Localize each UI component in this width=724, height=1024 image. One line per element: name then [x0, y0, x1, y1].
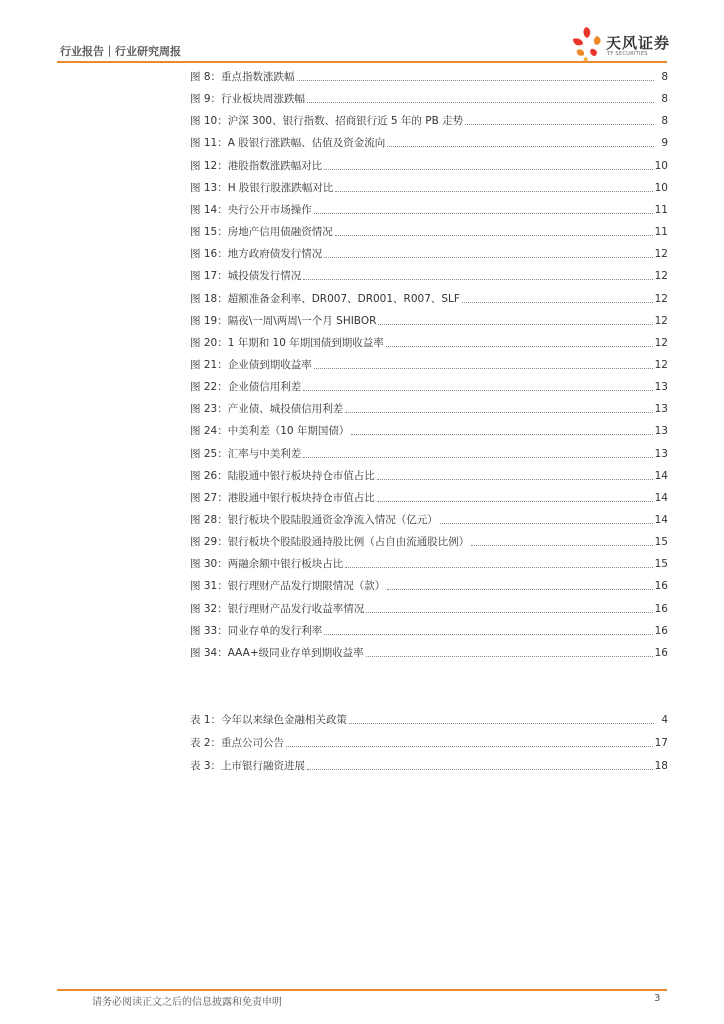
toc-entry-title: 图 13：H 股银行股涨跌幅对比 — [190, 181, 334, 194]
flower-logo-icon — [569, 24, 605, 64]
toc-entry-page: 16 — [654, 602, 668, 615]
toc-entry-title: 图 19：隔夜\一周\两周\一个月 SHIBOR — [190, 314, 377, 327]
toc-entry-title: 图 15：房地产信用债融资情况 — [190, 226, 333, 239]
toc-entry-title: 图 28：银行板块个股陆股通资金净流入情况（亿元） — [190, 514, 438, 526]
toc-entry-page: 12 — [654, 248, 668, 261]
toc-entry-title: 图 31：银行理财产品发行期限情况（款） — [190, 580, 386, 593]
dot-leader — [324, 257, 652, 258]
dot-leader — [324, 169, 652, 170]
dot-leader — [314, 213, 653, 214]
dot-leader — [314, 368, 653, 369]
toc-entry[interactable] — [190, 555, 668, 571]
toc-entry[interactable] — [190, 533, 668, 549]
toc-entry-title: 图 17：城投债发行情况 — [190, 270, 302, 283]
toc-entry-page: 12 — [654, 336, 668, 349]
dot-leader — [462, 302, 653, 303]
dot-leader — [440, 523, 653, 524]
header-divider — [57, 61, 667, 63]
toc-entry-page: 13 — [654, 447, 668, 460]
toc-entry[interactable] — [190, 223, 668, 239]
toc-entry[interactable] — [190, 378, 668, 394]
toc-entry-title: 表 2：重点公司公告 — [190, 737, 285, 749]
brand-name: 天风证券 — [606, 34, 671, 52]
toc-entry-title: 图 23：产业债、城投债信用利差 — [190, 403, 344, 416]
toc-entry-title: 图 9：行业板块周涨跌幅 — [190, 93, 306, 106]
toc-entry[interactable] — [190, 734, 668, 750]
toc-entry[interactable] — [190, 400, 668, 416]
dot-leader — [471, 545, 652, 546]
toc-entry[interactable] — [190, 312, 668, 328]
dot-leader — [303, 390, 652, 391]
brand-logo — [569, 24, 679, 64]
toc-entry-title: 图 25：汇率与中美利差 — [190, 447, 302, 460]
dot-leader — [307, 102, 654, 103]
toc-entry-page: 13 — [654, 403, 668, 416]
toc-entry[interactable] — [190, 334, 668, 350]
dot-leader — [387, 146, 654, 147]
toc-entry-title: 表 1：今年以来绿色金融相关政策 — [190, 714, 348, 726]
toc-entry-title: 图 30：两融余额中银行板块占比 — [190, 558, 344, 571]
toc-entry-title: 表 3：上市银行融资进展 — [190, 760, 306, 772]
toc-entry-title: 图 12：港股指数涨跌幅对比 — [190, 159, 323, 172]
toc-entry-title: 图 26：陆股通中银行板块持仓市值占比 — [190, 469, 375, 482]
brand-subtitle: TF SECURITIES — [607, 51, 648, 57]
toc-entry[interactable] — [190, 711, 668, 727]
dot-leader — [335, 235, 653, 236]
toc-entry[interactable] — [190, 245, 668, 261]
dot-leader — [386, 346, 653, 347]
toc-entry-title: 图 14：央行公开市场操作 — [190, 203, 312, 216]
toc-entry[interactable] — [190, 489, 668, 505]
dot-leader — [351, 434, 652, 435]
toc-entry-page: 12 — [654, 292, 668, 305]
toc-entry-title: 图 32：银行理财产品发行收益率情况 — [190, 602, 365, 615]
toc-entry-title: 图 27：港股通中银行板块持仓市值占比 — [190, 491, 375, 504]
dot-leader — [297, 80, 654, 81]
toc-entry-page: 12 — [654, 358, 668, 371]
toc-entry-page: 4 — [661, 714, 668, 726]
dot-leader — [349, 723, 654, 724]
toc-entry-page: 18 — [654, 760, 668, 772]
toc-entry-page: 11 — [654, 203, 668, 216]
toc-entry-page: 15 — [654, 536, 668, 549]
toc-entry-page: 16 — [654, 624, 668, 637]
toc-entry-title: 图 10：沪深 300、银行指数、招商银行近 5 年的 PB 走势 — [190, 115, 464, 128]
toc-entry[interactable] — [190, 112, 668, 128]
toc-entry[interactable] — [190, 290, 668, 306]
toc-entry[interactable] — [190, 511, 668, 527]
toc-entry[interactable] — [190, 179, 668, 195]
toc-entry-page: 17 — [654, 737, 668, 749]
toc-entry-page: 9 — [661, 137, 668, 150]
toc-entry[interactable] — [190, 467, 668, 483]
toc-entry[interactable] — [190, 422, 668, 438]
dot-leader — [286, 746, 653, 747]
toc-entry-page: 8 — [661, 71, 668, 83]
dot-leader — [324, 634, 652, 635]
toc-entry-title: 图 21：企业债到期收益率 — [190, 358, 312, 371]
toc-entry-title: 图 16：地方政府债发行情况 — [190, 248, 323, 261]
dot-leader — [345, 412, 652, 413]
toc-entry-title: 图 8：重点指数涨跌幅 — [190, 71, 295, 83]
toc-entry-title: 图 29：银行板块个股陆股通持股比例（占自由流通股比例） — [190, 536, 470, 549]
footer-disclaimer: 请务必阅读正文之后的信息披露和免责申明 — [92, 997, 282, 1008]
toc-entry-page: 10 — [654, 181, 668, 194]
toc-entry-page: 16 — [654, 580, 668, 593]
toc-entry-page: 14 — [654, 514, 668, 526]
dot-leader — [378, 324, 652, 325]
footer-divider — [57, 989, 667, 991]
toc-entry-page: 14 — [654, 469, 668, 482]
toc-entry[interactable] — [190, 157, 668, 173]
dot-leader — [345, 567, 652, 568]
toc-entry-page: 16 — [654, 646, 668, 659]
toc-entry[interactable] — [190, 68, 668, 84]
toc-entry-page: 10 — [654, 159, 668, 172]
toc-entry[interactable] — [190, 356, 668, 372]
dot-leader — [335, 191, 652, 192]
toc-entry-page: 8 — [661, 115, 668, 128]
toc-entry-title: 图 22：企业债信用利差 — [190, 381, 302, 394]
toc-entry[interactable] — [190, 600, 668, 616]
toc-entry[interactable] — [190, 201, 668, 217]
dot-leader — [303, 279, 652, 280]
toc-entry[interactable] — [190, 134, 668, 150]
dot-leader — [465, 124, 654, 125]
toc-entry[interactable] — [190, 622, 668, 638]
toc-entry[interactable] — [190, 445, 668, 461]
dot-leader — [307, 769, 653, 770]
toc-entry[interactable] — [190, 267, 668, 283]
report-category-label: 行业报告｜行业研究周报 — [60, 45, 181, 58]
dot-leader — [366, 612, 652, 613]
toc-entry-page: 8 — [661, 93, 668, 106]
dot-leader — [303, 457, 652, 458]
toc-entry-page: 11 — [654, 226, 668, 239]
toc-entry-title: 图 33：同业存单的发行利率 — [190, 624, 323, 637]
toc-entry-page: 13 — [654, 425, 668, 438]
toc-entry-title: 图 11：A 股银行涨跌幅、估值及资金流向 — [190, 137, 386, 150]
toc-entry[interactable] — [190, 577, 668, 593]
dot-leader — [387, 589, 652, 590]
toc-entry-page: 12 — [654, 314, 668, 327]
toc-entry[interactable] — [190, 644, 668, 660]
page-number: 3 — [654, 993, 661, 1004]
toc-entry-title: 图 18：超额准备金利率、DR007、DR001、R007、SLF — [190, 292, 460, 305]
dot-leader — [377, 501, 653, 502]
toc-entry-page: 15 — [654, 558, 668, 571]
toc-entry-title: 图 34：AAA+级同业存单到期收益率 — [190, 646, 364, 659]
toc-entry-title: 图 24：中美利差（10 年期国债） — [190, 425, 350, 438]
toc-entry-title: 图 20：1 年期和 10 年期国债到期收益率 — [190, 336, 384, 349]
toc-entry[interactable] — [190, 90, 668, 106]
toc-entry-page: 12 — [654, 270, 668, 283]
toc-entry-page: 14 — [654, 491, 668, 504]
dot-leader — [377, 479, 653, 480]
toc-entry-page: 13 — [654, 381, 668, 394]
toc-entry[interactable] — [190, 757, 668, 773]
dot-leader — [366, 656, 653, 657]
